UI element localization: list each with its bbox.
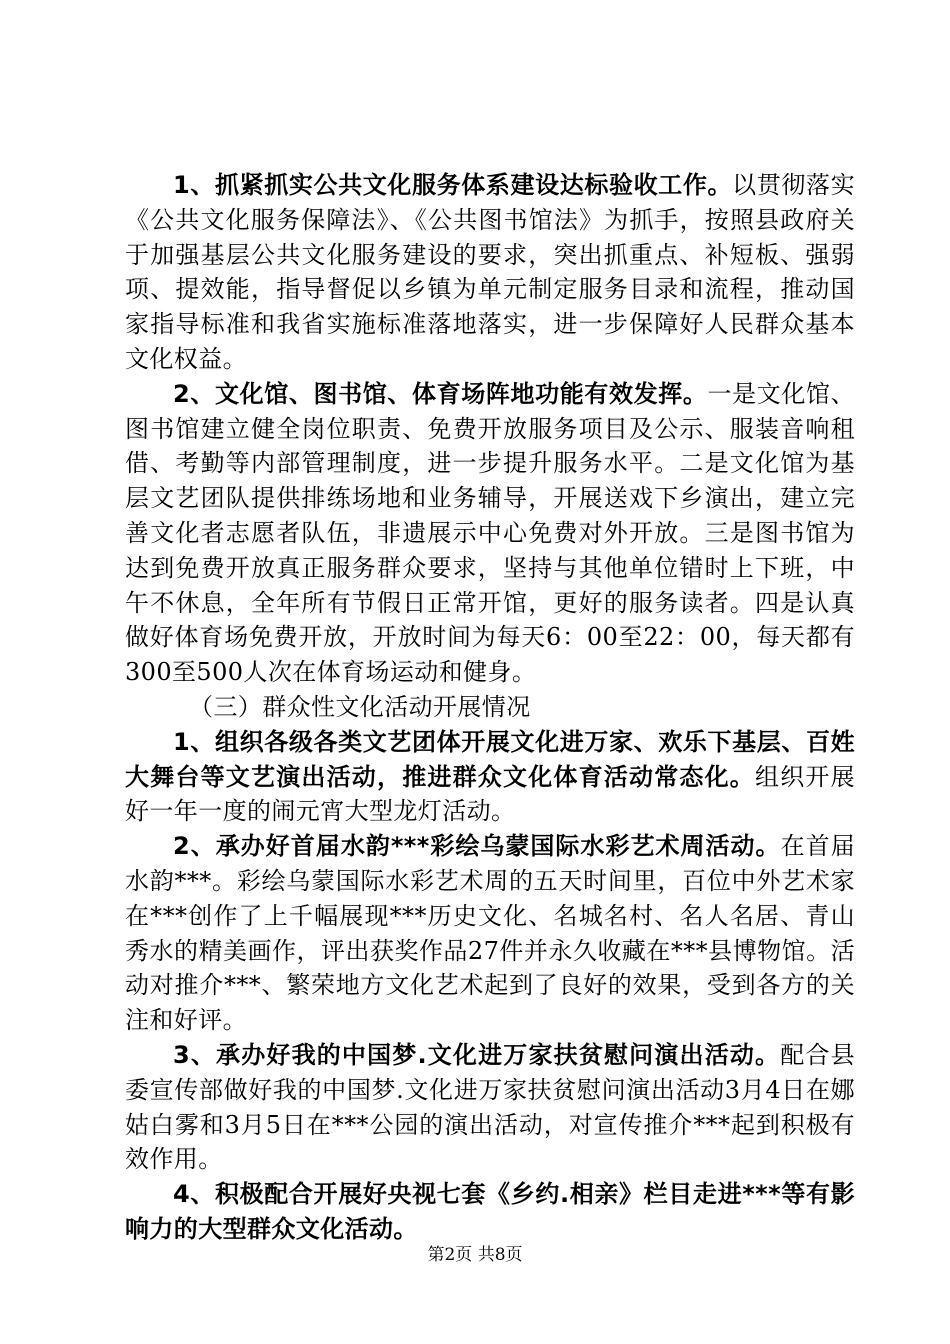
paragraph-text: 组织开展好一年一度的闹元宵大型龙灯活动。: [125, 762, 855, 826]
section-heading: [125, 690, 855, 725]
document-body: [125, 168, 855, 1247]
paragraph-china-dream: [125, 1038, 855, 1177]
paragraph-watercolor-week: [125, 829, 855, 1038]
paragraph-lead: 2、文化馆、图书馆、体育场阵地功能有效发挥。: [173, 379, 708, 408]
page-number: 第2页 共8页: [427, 1245, 523, 1265]
paragraph-lead: 1、组织各级各类文艺团体开展文化进万家、欢乐下基层、百姓大舞台等文艺演出活动，推进群众文化体育活动常态化。: [125, 727, 855, 791]
paragraph-text: 配合县委宣传部做好我的中国梦.文化进万家扶贫慰问演出活动3月4日在娜姑白雾和3月5日在***公园的演出活动，对宣传推介***起到积极有效作用。: [125, 1040, 855, 1174]
paragraph-lead: 1、抓紧抓实公共文化服务体系建设达标验收工作。: [173, 171, 733, 199]
page-footer: [0, 1244, 950, 1266]
section-heading-text: （三）群众性文化活动开展情况: [189, 692, 531, 721]
paragraph-lead: 3、承办好我的中国梦.文化进万家扶贫慰问演出活动。: [173, 1040, 781, 1069]
paragraph-lead: 4、积极配合开展好央视七套《乡约.相亲》栏目走进***等有影响力的大型群众文化活动。: [125, 1180, 855, 1243]
paragraph-text: 一是文化馆、图书馆建立健全岗位职责、免费开放服务项目及公示、服装音响租借、考勤等内部管理制度，进一步提升服务水平。二是文化馆为基层文艺团队提供排练场地和业务辅导，开展送戏下乡演出，建立完善文化者志愿者队伍，非遗展示中心免费对外开放。三是图书馆为达到免费开放真正服务群众要求，坚持与其他单位错时上下班，中午不休息，全年所有节假日正常开馆，更好的服务读者。四是认真做好体育场免费开放，开放时间为每天6：00至22：00，每天都有300至500人次在体育场运动和健身。: [125, 379, 855, 687]
paragraph-lead: 2、承办好首届水韵***彩绘乌蒙国际水彩艺术周活动。: [173, 832, 781, 861]
paragraph-art-troupes: [125, 725, 855, 829]
paragraph-venue-functions: [125, 377, 855, 690]
paragraph-cctv-program: [125, 1177, 855, 1247]
paragraph-text: 在首届水韵***。彩绘乌蒙国际水彩艺术周的五天时间里，百位中外艺术家在***创作了上千幅展现***历史文化、名城名村、名人名居、青山秀水的精美画作，评出获奖作品27件并永久收藏在***县博物馆。活动对推介***、繁荣地方文化艺术起到了良好的效果，受到各方的关注和好评。: [125, 832, 855, 1035]
paragraph-text: 以贯彻落实《公共文化服务保障法》、《公共图书馆法》为抓手，按照县政府关于加强基层公共文化服务建设的要求，突出抓重点、补短板、强弱项、提效能，指导督促以乡镇为单元制定服务目录和流程，推动国家指导标准和我省实施标准落地落实，进一步保障好人民群众基本文化权益。: [125, 171, 855, 373]
paragraph-standard-acceptance: [125, 168, 855, 377]
